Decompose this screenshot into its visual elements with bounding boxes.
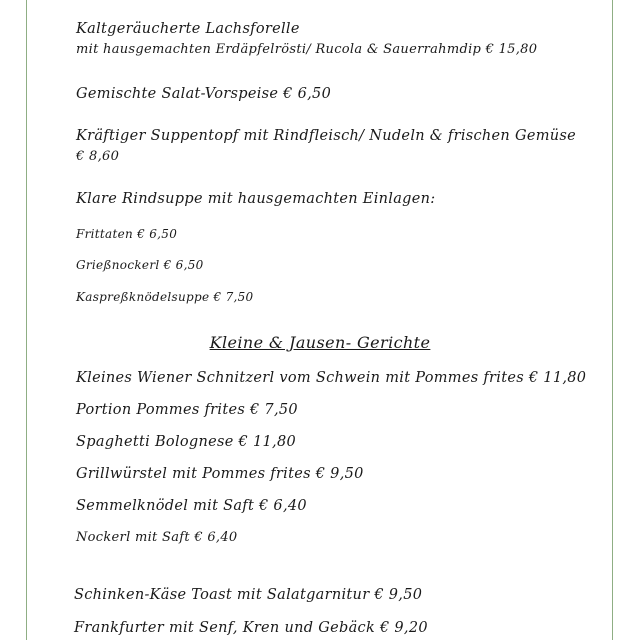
menu-item-name: Kaltgeräucherte Lachsforelle xyxy=(76,21,300,37)
menu-item-description: mit hausgemachten Erdäpfelrösti/ Rucola & Sauerrahmdip € 15,80 xyxy=(76,42,538,57)
menu-item: Grießnockerl € 6,50 xyxy=(76,258,204,272)
section-heading: Kleine & Jausen- Gerichte xyxy=(209,333,431,352)
menu-item: Kaspreßknödelsuppe € 7,50 xyxy=(76,290,254,304)
menu-item: Kleines Wiener Schnitzerl vom Schwein mit Pommes frites € 11,80 xyxy=(76,370,587,386)
page-border-right xyxy=(612,0,613,640)
menu-item: Gemischte Salat-Vorspeise € 6,50 xyxy=(76,86,332,102)
menu-item: Nockerl mit Saft € 6,40 xyxy=(76,530,238,545)
menu-item-name: Kräftiger Suppentopf mit Rindfleisch/ Nudeln & frischen Gemüse xyxy=(76,128,577,144)
menu-item: Portion Pommes frites € 7,50 xyxy=(76,402,298,418)
menu-item: Frankfurter mit Senf, Kren und Gebäck € 9,20 xyxy=(74,620,428,636)
page-border-left xyxy=(26,0,27,640)
menu-item: Spaghetti Bolognese € 11,80 xyxy=(76,434,296,450)
menu-item-name: Klare Rindsuppe mit hausgemachten Einlagen: xyxy=(76,191,436,207)
menu-item: Grillwürstel mit Pommes frites € 9,50 xyxy=(76,466,364,482)
menu-item: Schinken-Käse Toast mit Salatgarnitur € 9,50 xyxy=(74,587,423,603)
menu-item: Frittaten € 6,50 xyxy=(76,227,178,241)
menu-item: Semmelknödel mit Saft € 6,40 xyxy=(76,498,307,514)
menu-item-price: € 8,60 xyxy=(76,149,120,164)
